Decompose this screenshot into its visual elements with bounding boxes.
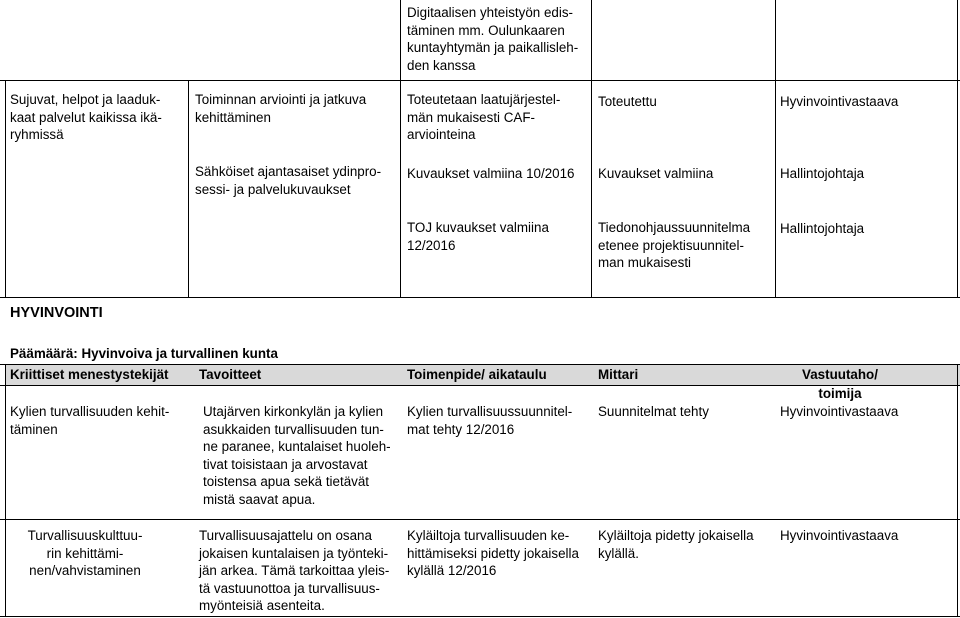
top-row-3-measure: TOJ kuvaukset valmiina 12/2016 (407, 220, 549, 253)
header-action-schedule: Toimenpide/ aikataulu (407, 367, 547, 382)
bottom-row-0-responsible: Hyvinvointivastaava (780, 404, 899, 419)
top-table-vline-4 (591, 0, 592, 297)
top-row-3-responsible: Hallintojohtaja (780, 221, 865, 236)
top-row-1-goal: Sujuvat, helpot ja laaduk- kaat palvelut kaikissa ikä- ryhmissä (10, 92, 162, 142)
bottom-row-1-target: Turvallisuusajattelu on osana jokaisen kuntalaisen ja työnteki- jän arkea. Tämä tarkoittaa yleis- tä vastuunottoa ja turvallisuus- myönteisiä asenteita. (199, 528, 390, 613)
top-table-vline-1 (5, 80, 6, 297)
top-table-hline-1 (0, 80, 960, 81)
top-row-1-measure: Toteutetaan laatujärjestel- män mukaisesti CAF- arviointeina (407, 92, 561, 142)
top-row-2-action: Sähköiset ajantasaiset ydinpro- sessi- ja palvelukuvaukset (195, 164, 382, 197)
top-row-3-status: Tiedonohjaussuunnitelma etenee projektisuunnitel- man mukaisesti (598, 220, 751, 270)
top-table-vline-2 (188, 80, 189, 297)
bottom-row-0-target: Utajärven kirkonkylän ja kylien asukkaiden turvallisuuden tun- ne paranee, kuntalaiset huoleh- tivat toisistaan ja arvostavat toistensa apua sekä tietävät mistä saavat apua. (203, 404, 391, 507)
bottom-row-1-meter: Kyläiltoja pidetty jokaisella kylällä. (598, 528, 754, 561)
bottom-row-1-action: Kyläiltoja turvallisuuden ke- hittämiseksi pidetty jokaisella kylällä 12/2016 (407, 528, 579, 578)
bottom-table-vline-6 (957, 364, 958, 617)
top-row-0-measure: Digitaalisen yhteistyön edis- täminen mm. Oulunkaaren kuntayhtymän ja paikallisleh- den kanssa (407, 5, 579, 73)
top-table-vline-6 (957, 0, 958, 297)
bottom-row-0-factor: Kylien turvallisuuden kehit- täminen (10, 404, 170, 437)
bottom-table-hline-top (0, 364, 960, 365)
top-row-2-responsible: Hallintojohtaja (780, 166, 865, 181)
bottom-row-1-responsible: Hyvinvointivastaava (780, 528, 899, 543)
bottom-row-1-factor: Turvallisuuskulttuu- rin kehittämi- nen/vahvistaminen (27, 528, 143, 578)
top-row-1-action: Toiminnan arviointi ja jatkuva kehittäminen (195, 92, 367, 125)
bottom-row-0-meter: Suunnitelmat tehty (598, 404, 709, 419)
top-row-1-status: Toteutettu (598, 94, 657, 109)
header-critical-factors: Kriittiset menestystekijät (10, 367, 169, 382)
bottom-table-hline-bottom (0, 616, 960, 617)
bottom-table-hline-row (0, 519, 960, 520)
header-meter: Mittari (598, 367, 639, 382)
top-row-2-measure: Kuvaukset valmiina 10/2016 (407, 166, 575, 181)
bottom-row-0-action: Kylien turvallisuussuunnitel- mat tehty 12/2016 (407, 404, 573, 437)
header-targets: Tavoitteet (199, 367, 262, 382)
section-title: HYVINVOINTI (10, 305, 103, 321)
top-row-1-responsible: Hyvinvointivastaava (780, 94, 899, 109)
header-responsible: Vastuutaho/ toimija (802, 367, 878, 401)
top-table-hline-2 (0, 297, 960, 298)
top-row-2-status: Kuvaukset valmiina (598, 166, 714, 181)
section-goal-line: Päämäärä: Hyvinvoiva ja turvallinen kunta (10, 346, 278, 361)
bottom-table-vline-1 (5, 364, 6, 617)
top-table-vline-5 (775, 0, 776, 297)
top-table-vline-3 (400, 0, 401, 297)
